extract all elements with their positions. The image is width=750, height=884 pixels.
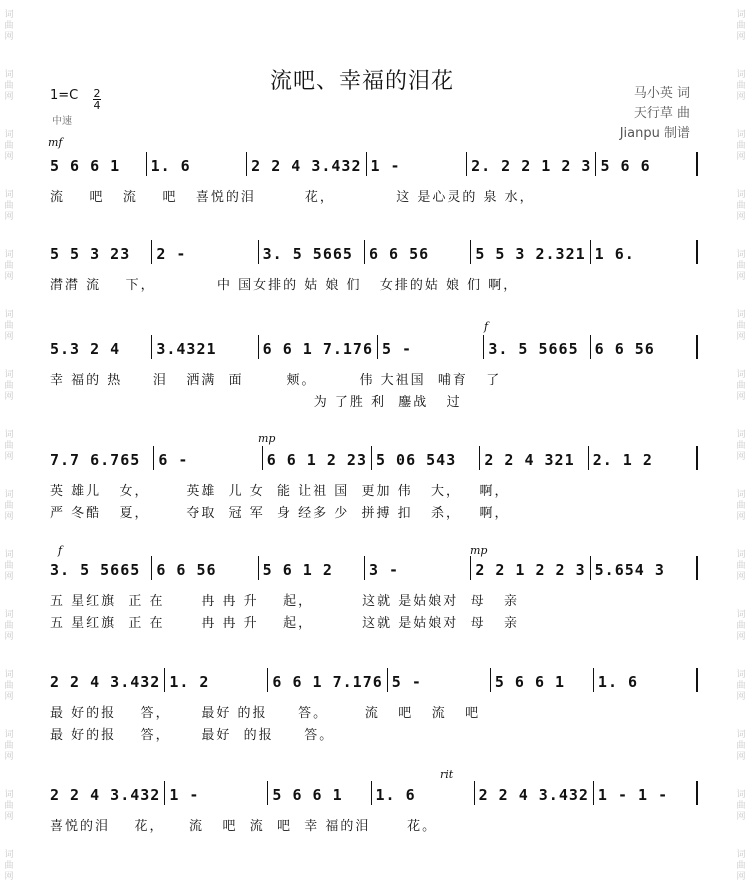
watermark-text: 词曲网 <box>736 430 746 462</box>
lyrics-verse-1: 幸 福的 热 泪 洒满 面 颊。 伟 大祖国 哺育 了 <box>50 373 502 388</box>
measure: 5 6 6 1 <box>491 668 594 692</box>
lyrics-verse-1: 最 好的报 答， 最好 的报 答。 流 吧 流 吧 <box>50 706 481 721</box>
measure: 5 - <box>388 668 491 692</box>
measure: 6 6 1 7.176 <box>268 668 387 692</box>
ritardando-mark: rit <box>440 768 454 781</box>
lyrics-verse-2: 最 好的报 答， 最好 的报 答。 <box>50 728 335 743</box>
measure: 6 6 1 2 23 <box>263 446 372 470</box>
measure: 5 5 3 2.321 <box>471 240 590 264</box>
measure: 1 - <box>367 152 468 176</box>
lyrics-verse-1: 流 吧 流 吧 喜悦的泪 花， 这 是心灵的 泉 水， <box>50 190 535 205</box>
watermark-text: 词曲网 <box>736 670 746 702</box>
watermark-text: 词曲网 <box>736 790 746 822</box>
watermark-text: 词曲网 <box>736 850 746 882</box>
measure: 6 6 56 <box>365 240 471 264</box>
lyrics-verse-2: 严 冬酷 夏， 夺取 冠 军 身 经多 少 拼搏 扣 杀， 啊， <box>50 506 510 521</box>
watermark-text: 词曲网 <box>736 370 746 402</box>
watermark-text: 词曲网 <box>4 70 14 102</box>
watermark-text: 词曲网 <box>4 250 14 282</box>
measure: 5 6 6 <box>596 152 698 176</box>
time-signature <box>93 88 101 111</box>
measure: 5 6 1 2 <box>259 556 365 580</box>
watermark-text: 词曲网 <box>736 10 746 42</box>
measure: 2. 2 2 1 2 3 <box>467 152 596 176</box>
measure: 3. 5 5665 <box>484 335 590 359</box>
watermark-right <box>732 0 750 884</box>
measure: 1. 6 <box>372 781 475 805</box>
measure: 1. 2 <box>165 668 268 692</box>
watermark-text: 词曲网 <box>4 10 14 42</box>
lyrics-verse-1: 潸潸 流 下， 中 国女排的 姑 娘 们 女排的姑 娘 们 啊， <box>50 278 519 293</box>
notation-row <box>50 781 698 805</box>
measure: 2 - <box>152 240 258 264</box>
measure: 2 2 4 3.432 <box>50 781 165 805</box>
measure: 3 - <box>365 556 471 580</box>
watermark-text: 词曲网 <box>4 490 14 522</box>
watermark-text: 词曲网 <box>736 250 746 282</box>
notation-row <box>50 335 698 359</box>
measure: 7.7 6.765 <box>50 446 154 470</box>
measure: 2 2 4 3.432 <box>247 152 366 176</box>
measure: 5 5 3 23 <box>50 240 152 264</box>
dynamic-mp: mp <box>470 544 488 557</box>
measure: 3.4321 <box>152 335 258 359</box>
measure: 1 - <box>165 781 268 805</box>
notation-row <box>50 446 698 470</box>
measure: 5 6 6 1 <box>268 781 371 805</box>
watermark-text: 词曲网 <box>4 310 14 342</box>
measure: 5 6 6 1 <box>50 152 147 176</box>
meter-top: 2 <box>93 87 101 100</box>
watermark-text: 词曲网 <box>4 550 14 582</box>
dynamic-mf: mf <box>48 136 63 149</box>
measure: 5.654 3 <box>591 556 698 580</box>
measure: 2 2 4 321 <box>480 446 588 470</box>
measure: 6 6 56 <box>591 335 698 359</box>
lyricist-credit: 马小英 词 <box>633 86 690 101</box>
notation-row <box>50 556 698 580</box>
dynamic-mp: mp <box>258 432 276 445</box>
watermark-text: 词曲网 <box>736 550 746 582</box>
watermark-text: 词曲网 <box>736 190 746 222</box>
dynamic-f: f <box>484 320 489 333</box>
measure: 2 2 4 3.432 <box>50 668 165 692</box>
measure: 1 6. <box>591 240 698 264</box>
watermark-text: 词曲网 <box>4 670 14 702</box>
measure: 5 - <box>378 335 484 359</box>
lyrics-verse-1: 喜悦的泪 花， 流 吧 流 吧 幸 福的泪 花。 <box>50 819 438 834</box>
notation-row <box>50 668 698 692</box>
watermark-text: 词曲网 <box>736 490 746 522</box>
measure: 5 06 543 <box>372 446 480 470</box>
measure: 3. 5 5665 <box>259 240 365 264</box>
watermark-text: 词曲网 <box>4 850 14 882</box>
dynamic-f: f <box>58 544 63 557</box>
measure: 5.3 2 4 <box>50 335 152 359</box>
lyrics-verse-2: 为 了胜 利 鏖战 过 <box>50 395 462 410</box>
watermark-text: 词曲网 <box>4 730 14 762</box>
notation-row <box>50 240 698 264</box>
watermark-text: 词曲网 <box>4 790 14 822</box>
composer-credit: 天行草 曲 <box>633 106 690 121</box>
watermark-left <box>0 0 18 884</box>
measure: 1 - 1 - <box>594 781 698 805</box>
measure: 6 6 56 <box>152 556 258 580</box>
watermark-text: 词曲网 <box>736 610 746 642</box>
watermark-text: 词曲网 <box>736 310 746 342</box>
notation-row <box>50 152 698 176</box>
measure: 1. 6 <box>594 668 698 692</box>
watermark-text: 词曲网 <box>4 430 14 462</box>
measure: 1. 6 <box>147 152 248 176</box>
lyrics-verse-1: 英 雄儿 女， 英雄 儿 女 能 让祖 国 更加 伟 大， 啊， <box>50 484 510 499</box>
lyrics-verse-1: 五 星红旗 正 在 冉 冉 升 起， 这就 是姑娘对 母 亲 <box>50 594 519 609</box>
watermark-text: 词曲网 <box>4 370 14 402</box>
meter-bottom: 4 <box>93 99 101 112</box>
watermark-text: 词曲网 <box>4 190 14 222</box>
measure: 3. 5 5665 <box>50 556 152 580</box>
measure: 2 2 1 2 2 3 <box>471 556 590 580</box>
measure: 2. 1 2 <box>589 446 698 470</box>
watermark-text: 词曲网 <box>4 130 14 162</box>
watermark-text: 词曲网 <box>4 610 14 642</box>
measure: 6 6 1 7.176 <box>259 335 378 359</box>
watermark-text: 词曲网 <box>736 70 746 102</box>
watermark-text: 词曲网 <box>736 130 746 162</box>
tempo-mark: 中速 <box>52 116 72 127</box>
measure: 2 2 4 3.432 <box>475 781 594 805</box>
song-title: 流吧、幸福的泪花 <box>270 69 455 94</box>
measure: 6 - <box>154 446 262 470</box>
typesetter-credit: Jianpu 制谱 <box>619 126 690 141</box>
key-signature: 1=C <box>50 88 79 103</box>
lyrics-verse-2: 五 星红旗 正 在 冉 冉 升 起， 这就 是姑娘对 母 亲 <box>50 616 519 631</box>
watermark-text: 词曲网 <box>736 730 746 762</box>
